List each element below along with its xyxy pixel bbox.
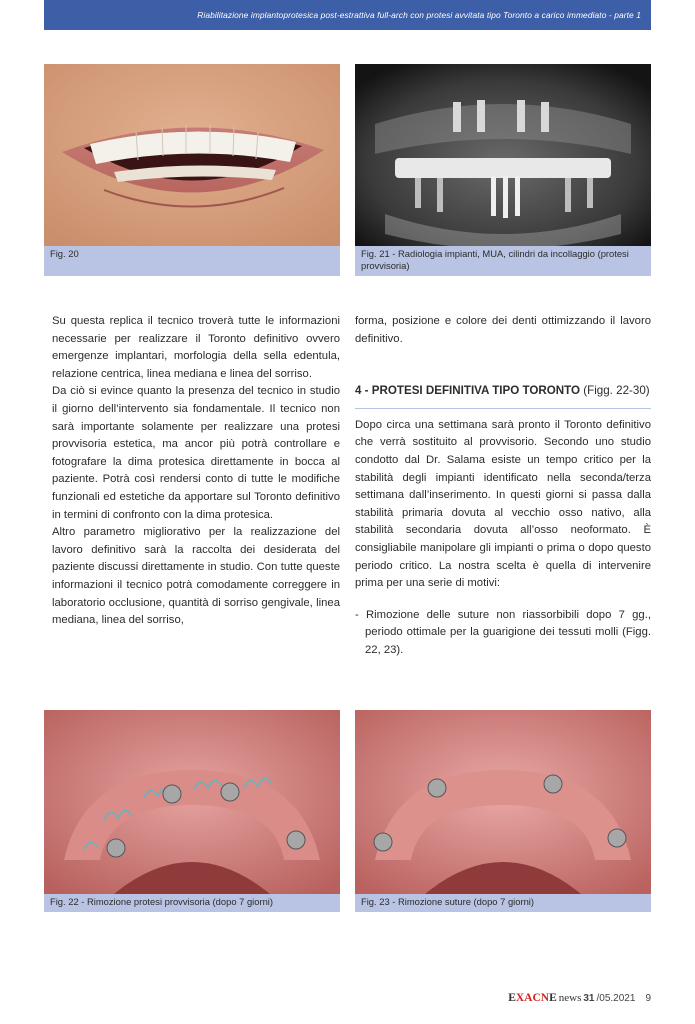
page-number: 9 bbox=[645, 993, 651, 1004]
panoramic-xray bbox=[355, 64, 651, 246]
figure-20 bbox=[44, 64, 340, 276]
figure-23-caption: Fig. 23 - Rimozione suture (dopo 7 giorni) bbox=[355, 894, 651, 912]
running-header bbox=[44, 0, 651, 30]
arch-sutures-removed-photo bbox=[355, 710, 651, 894]
figure-22-caption: Fig. 22 - Rimozione protesi provvisoria (dopo 7 giorni) bbox=[44, 894, 340, 912]
paragraph: forma, posizione e colore dei denti ottimizzando il lavoro definitivo. bbox=[355, 315, 651, 345]
paragraph: Altro parametro migliorativo per la realizzazione del lavoro definitivo sarà la raccolta dei desiderata del paziente discussi direttamente in studio. Con tutte queste informazioni il tecnico potrà comodamente correggere in laboratorio occlusione, quantità di sorriso gengivale, linea mediana, linea del sorriso, bbox=[52, 526, 340, 627]
section-heading-title: 4 - PROTESI DEFINITIVA TIPO TORONTO bbox=[355, 384, 581, 398]
section-heading bbox=[355, 382, 651, 409]
figure-20-caption: Fig. 20 bbox=[44, 246, 340, 276]
figure-22 bbox=[44, 710, 340, 912]
running-header-title: Riabilitazione implantoprotesica post-estrattiva full-arch con protesi avvitata tipo Toronto a carico immediato - parte 1 bbox=[197, 10, 641, 20]
paragraph: Da ciò si evince quanto la presenza del tecnico in studio il giorno dell’intervento sia fondamentale. Il tecnico non sarà importante solamente per realizzare una protesi provvisoria estetica, ma ancor più potrà controllare e fotografare la dima protesica direttamente in bocca al paziente. Potrà così rendersi conto di tutte le modifiche funzionali ed estetiche da apportare sul Toronto definitivo in termini di confronto con la dima protesica. bbox=[52, 385, 340, 521]
arch-with-sutures-photo bbox=[44, 710, 340, 894]
figure-23 bbox=[355, 710, 651, 912]
issue-number: 31 bbox=[583, 993, 595, 1004]
figure-21 bbox=[355, 64, 651, 276]
figure-21-caption: Fig. 21 - Radiologia impianti, MUA, cilindri da incollaggio (protesi provvisoria) bbox=[355, 246, 651, 276]
smile-photo bbox=[44, 64, 340, 246]
paragraph: Su questa replica il tecnico troverà tutte le informazioni necessarie per realizzare il Toronto definitivo ovvero emergenze implantari, morfologia della sella edentula, relazione centrica, linea mediana e linea del sorriso. bbox=[52, 315, 340, 380]
paragraph: Dopo circa una settimana sarà pronto il Toronto definitivo che verrà sostituito al provvisorio. Secondo uno studio condotto dal Dr. Salama esiste un tempo critico per la stabilità degli impianti identificato nella seconda/terza settimana dall’inserimento. In questi giorni si passa dalla stabilità primaria dovuta al vecchio osso nativo, alla stabilità secondaria dovuta all’osso neoformato. È consigliabile manipolare gli impianti o prima o dopo questo periodo critico. La nostra scelta è quella di intervenire prima per una serie di motivi: bbox=[355, 418, 651, 590]
text-column-right bbox=[355, 313, 651, 660]
page-footer bbox=[508, 992, 651, 1004]
issue-date: /05.2021 bbox=[596, 993, 636, 1004]
magazine-logo-news: news bbox=[558, 992, 582, 1004]
section-heading-ref: (Figg. 22-30) bbox=[583, 384, 650, 398]
text-column-left bbox=[52, 313, 340, 630]
bullet-item: - Rimozione delle suture non riassorbibili dopo 7 gg., periodo ottimale per la guarigione dei tessuti molli (Figg. 22, 23). bbox=[355, 608, 651, 656]
magazine-logo: EXACNE bbox=[508, 992, 557, 1004]
